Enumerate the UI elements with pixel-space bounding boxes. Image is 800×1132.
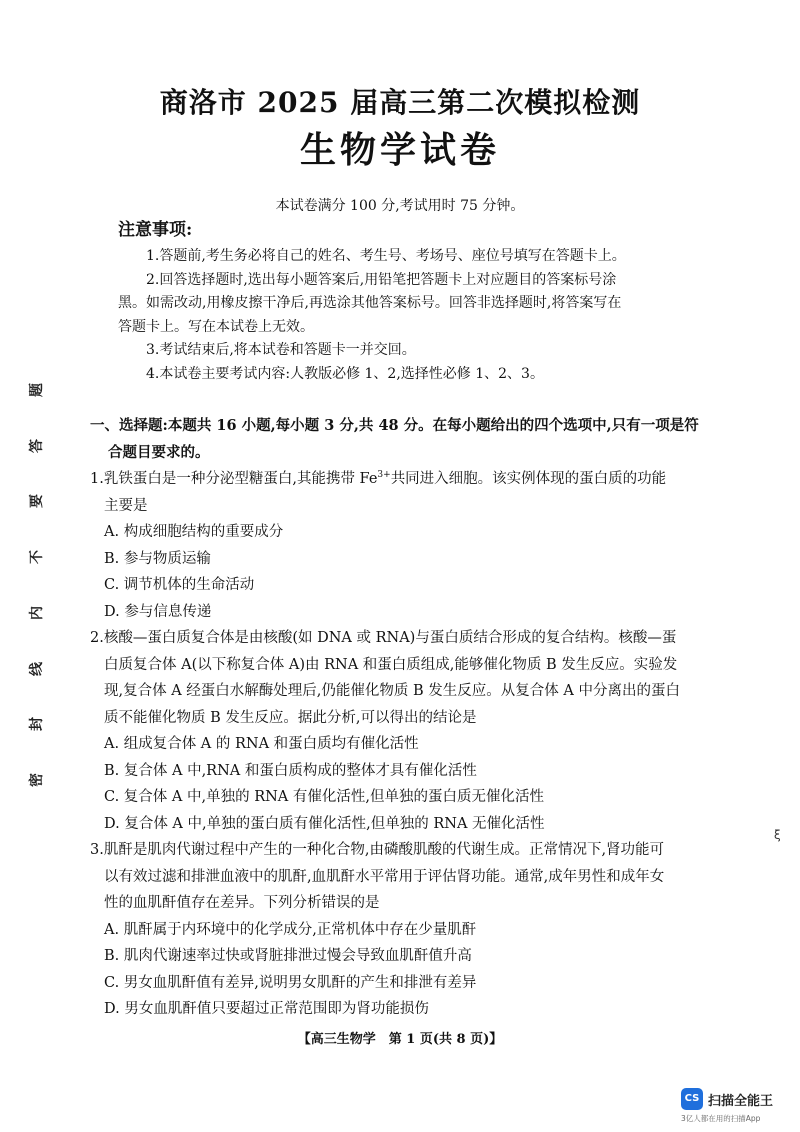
option-a: A. 构成细胞结构的重要成分 xyxy=(104,524,284,540)
question-stem-cont: 以有效过滤和排泄血液中的肌酐,血肌酐水平常用于评估肾功能。通常,成年男性和成年女 xyxy=(104,868,665,885)
notice-item: 1.答题前,考生务必将自己的姓名、考生号、考场号、座位号填写在答题卡上。 xyxy=(146,248,626,264)
option-c: C. 男女血肌酐值有差异,说明男女肌酐的产生和排泄有差异 xyxy=(104,974,477,991)
notice-heading: 注意事项: xyxy=(118,220,193,240)
question-stem: 2.核酸—蛋白质复合体是由核酸(如 DNA 或 RNA)与蛋白质结合形成的复合结构。核酸—蛋 xyxy=(90,630,677,646)
seal-char: 封 xyxy=(29,717,45,732)
seal-char: 密 xyxy=(29,772,45,787)
seal-char: 内 xyxy=(29,605,45,620)
question-stem-cont: 现,复合体 A 经蛋白水解酶处理后,仍能催化物质 B 发生反应。从复合体 A 中分离出的蛋白 xyxy=(104,683,680,699)
score-info: 本试卷满分 100 分,考试用时 75 分钟。 xyxy=(275,198,525,214)
seal-char: 线 xyxy=(29,661,45,676)
option-a: A. 组成复合体 A 的 RNA 和蛋白质均有催化活性 xyxy=(104,736,419,752)
exam-subject-title: 生物学试卷 xyxy=(299,129,500,171)
seal-line-text xyxy=(24,380,48,790)
option-b: B. 肌肉代谢速率过快或肾脏排泄过慢会导致血肌酐值升高 xyxy=(104,948,472,964)
seal-char: 题 xyxy=(29,383,45,397)
question-stem: 3.肌酐是肌肉代谢过程中产生的一种化合物,由磷酸肌酸的代谢生成。正常情况下,肾功能可 xyxy=(90,842,665,858)
questions xyxy=(90,413,730,1023)
scanner-watermark xyxy=(681,1086,793,1126)
question-stem-cont: 主要是 xyxy=(104,497,148,514)
watermark-name: 扫描全能王 xyxy=(708,1094,774,1109)
option-b: B. 参与物质运输 xyxy=(104,550,211,567)
notice-item: 2.回答选择题时,选出每小题答案后,用铅笔把答题卡上对应题目的答案标号涂 xyxy=(146,271,617,288)
notice-block xyxy=(118,245,698,386)
section-heading-cont: 合题目要求的。 xyxy=(108,443,210,461)
option-c: C. 调节机体的生命活动 xyxy=(104,577,255,593)
question-stem-cont: 性的血肌酐值存在差异。下列分析错误的是 xyxy=(104,895,380,911)
option-d: D. 参与信息传递 xyxy=(104,603,212,620)
notice-item-cont: 答题卡上。写在本试卷上无效。 xyxy=(118,318,314,335)
margin-mark: ξ xyxy=(774,828,781,842)
camscanner-logo-icon: CS xyxy=(681,1088,703,1110)
option-d: D. 复合体 A 中,单独的蛋白质有催化活性,但单独的 RNA 无催化活性 xyxy=(104,815,545,832)
seal-char: 不 xyxy=(29,550,45,565)
seal-char: 答 xyxy=(29,438,45,453)
option-b: B. 复合体 A 中,RNA 和蛋白质构成的整体才具有催化活性 xyxy=(104,762,477,779)
option-c: C. 复合体 A 中,单独的 RNA 有催化活性,但单独的蛋白质无催化活性 xyxy=(104,789,544,805)
question-stem: 1.乳铁蛋白是一种分泌型糖蛋白,其能携带 $Fe^{3+}$共同进入细胞。该实例体现的蛋白质的功能 xyxy=(90,470,667,487)
notice-item: 3.考试结束后,将本试卷和答题卡一并交回。 xyxy=(146,342,416,358)
seal-char: 要 xyxy=(29,494,45,509)
section-heading: 一、选择题:本题共 16 小题,每小题 3 分,共 48 分。在每小题给出的四个选项中,只有一项是符 xyxy=(90,417,699,434)
question-stem-cont: 白质复合体 A(以下称复合体 A)由 RNA 和蛋白质组成,能够催化物质 B 发生反应。实验发 xyxy=(104,656,678,673)
option-d: D. 男女血肌酐值只要超过正常范围即为肾功能损伤 xyxy=(104,1001,429,1017)
notice-item-cont: 黑。如需改动,用橡皮擦干净后,再选涂其他答案标号。回答非选择题时,将答案写在 xyxy=(118,295,622,311)
option-a: A. 肌酐属于内环境中的化学成分,正常机体中存在少量肌酐 xyxy=(104,921,477,938)
page-footer: 【高三生物学 第 1 页(共 8 页)】 xyxy=(297,1032,503,1047)
exam-title: 商洛市 2025 届高三第二次模拟检测 xyxy=(159,86,641,119)
watermark-slogan: 3亿人都在用的扫描App xyxy=(681,1114,761,1123)
notice-item: 4.本试卷主要考试内容:人教版必修 1、2,选择性必修 1、2、3。 xyxy=(146,365,544,382)
question-stem-cont: 质不能催化物质 B 发生反应。据此分析,可以得出的结论是 xyxy=(104,709,477,726)
